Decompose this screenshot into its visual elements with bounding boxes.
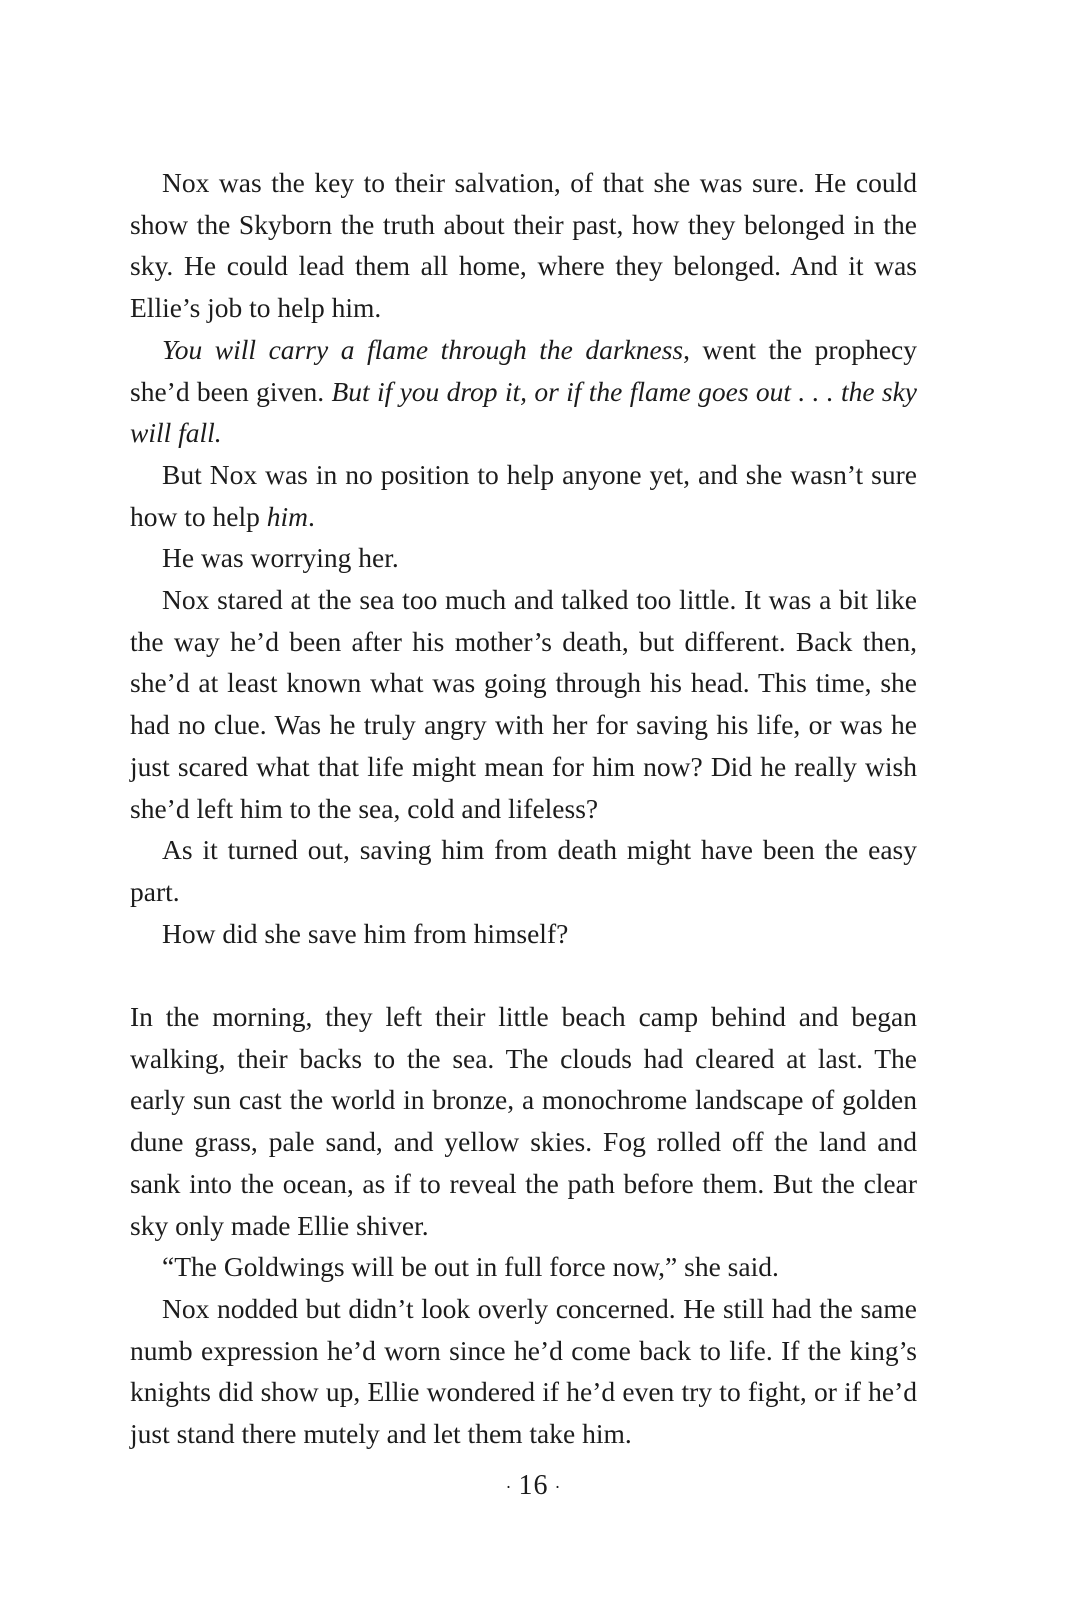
text-span: . xyxy=(307,500,315,532)
paragraph-section-start xyxy=(130,996,917,1246)
paragraph xyxy=(130,454,917,537)
page-number-folio xyxy=(0,1470,1067,1502)
body-text xyxy=(130,162,917,1455)
italic-span: You will carry a flame through the darkness xyxy=(162,333,684,365)
italic-span: him xyxy=(266,500,308,532)
paragraph-prophecy xyxy=(130,329,917,454)
text-span: How did she save him from himself? xyxy=(162,917,569,949)
paragraph xyxy=(130,162,917,329)
paragraph xyxy=(130,829,917,912)
text-span: As it turned out, saving him from death might have been the easy part. xyxy=(130,834,917,907)
paragraph xyxy=(130,913,917,955)
text-span: In the morning, they left their little beach camp behind and began walking, their backs to the sea. The clouds had cleared at last. The early sun cast the world in bronze, a monochrome landscape of golden dune grass, pale sand, and yellow skies. Fog rolled off the land and sank into the ocean, as if to reveal the path before them. But the clear sky only made Ellie shiver. xyxy=(130,1001,917,1241)
italic-span: But if you drop it, or if the flame goes out . . . the sky will fall. xyxy=(130,375,917,449)
page-number: 16 xyxy=(518,1470,549,1501)
text-span: Nox stared at the sea too much and talked too little. It was a bit like the way he’d been after his mother’s death, but different. Back then, she’d at least known what was going through his head. This time, she had no clue. Was he truly angry with her for saving his life, or was he just scared what that life might mean for him now? Did he really wish she’d left him to the sea, cold and lifeless? xyxy=(130,584,917,824)
paragraph xyxy=(130,1288,917,1455)
folio-ornament-left: · xyxy=(505,1477,513,1498)
folio-ornament-right: · xyxy=(554,1477,562,1498)
text-span: , went the prophecy she’d been given. xyxy=(130,333,917,407)
text-span: But Nox was in no position to help anyone yet, and she wasn’t sure how to help xyxy=(130,458,917,532)
paragraph xyxy=(130,579,917,829)
text-span: Nox nodded but didn’t look overly concerned. He still had the same numb expression he’d worn since he’d come back to life. If the king’s knights did show up, Ellie wondered if he’d even try to fight, or if he’d just stand there mutely and let them take him. xyxy=(130,1292,917,1450)
text-span: He was worrying her. xyxy=(162,542,399,574)
paragraph xyxy=(130,537,917,579)
text-span: “The Goldwings will be out in full force now,” she said. xyxy=(162,1251,779,1283)
text-span: Nox was the key to their salvation, of that she was sure. He could show the Skyborn the truth about their past, how they belonged in the sky. He could lead them all home, where they belonged. And it was Ellie’s job to help him. xyxy=(130,167,917,324)
paragraph-dialogue xyxy=(130,1246,917,1288)
